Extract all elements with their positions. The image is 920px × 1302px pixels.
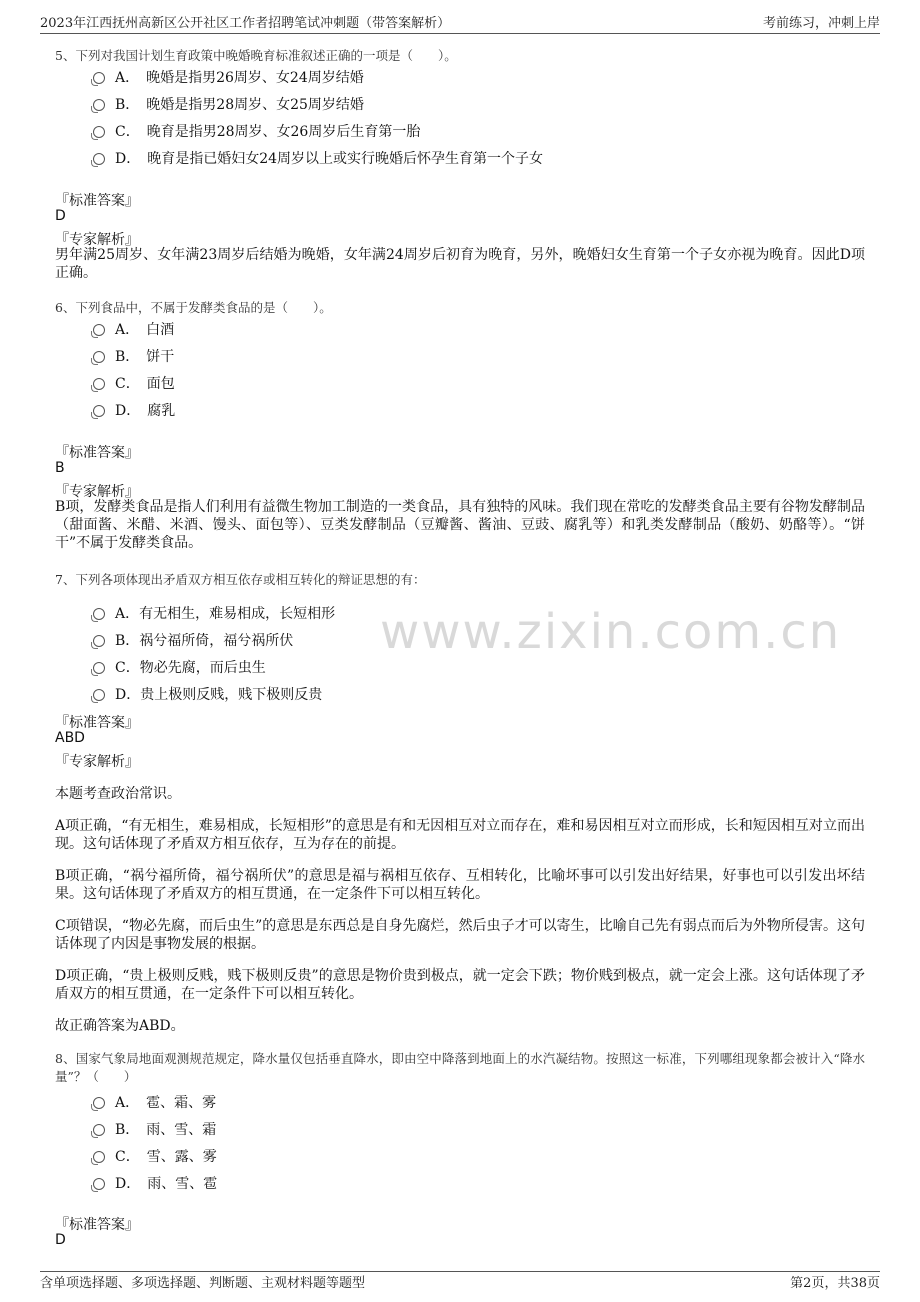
question-5-option-c[interactable]: C． 晚育是指男28周岁、女26周岁后生育第一胎 (93, 121, 420, 141)
question-6-answer-label: 『标准答案』 (55, 445, 139, 461)
question-6-option-d[interactable]: D． 腐乳 (93, 400, 175, 420)
question-7-analysis-a: A项正确，“有无相生，难易相成，长短相形”的意思是有和无因相互对立而存在，难和易因相互对立而形成，长和短因相互对立而出现。这句话体现了矛盾双方相互依存，互为存在的前提。 (55, 818, 865, 852)
question-8-option-d[interactable]: D． 雨、雪、雹 (93, 1173, 217, 1193)
radio-icon (93, 635, 105, 647)
footer-note: 含单项选择题、多项选择题、判断题、主观材料题等题型 (40, 1276, 366, 1291)
radio-icon (93, 378, 105, 390)
radio-icon (93, 126, 105, 138)
question-7-answer: ABD (55, 730, 85, 746)
question-6-option-a[interactable]: A． 白酒 (93, 319, 174, 339)
question-5-answer: D (55, 208, 66, 224)
question-5-analysis: 男年满25周岁、女年满23周岁后结婚为晚婚，女年满24周岁后初育为晚育，另外，晚婚妇女生育第一个子女亦视为晚育。因此D项正确。 (55, 247, 865, 281)
question-8-stem: 8、国家气象局地面观测规范规定，降水量仅包括垂直降水，即由空中降落到地面上的水汽凝结物。按照这一标准，下列哪组现象都会被计入“降水量”？（ ） (55, 1051, 865, 1084)
question-5-option-a[interactable]: A． 晚婚是指男26周岁、女24周岁结婚 (93, 67, 364, 87)
question-8-option-b[interactable]: B． 雨、雪、霜 (93, 1119, 216, 1139)
question-6-option-c[interactable]: C． 面包 (93, 373, 175, 393)
radio-icon (93, 72, 105, 84)
radio-icon (93, 1178, 105, 1190)
header-divider (40, 33, 880, 34)
question-7-answer-label: 『标准答案』 (55, 715, 139, 731)
header-slogan: 考前练习，冲刺上岸 (762, 16, 880, 31)
question-8-option-a[interactable]: A． 雹、霜、雾 (93, 1092, 216, 1112)
radio-icon (93, 324, 105, 336)
question-5-option-d[interactable]: D． 晚育是指已婚妇女24周岁以上或实行晚婚后怀孕生育第一个子女 (93, 148, 543, 168)
radio-icon (93, 1151, 105, 1163)
radio-icon (93, 1124, 105, 1136)
question-5-answer-label: 『标准答案』 (55, 193, 139, 209)
radio-icon (93, 1097, 105, 1109)
question-7-analysis-label: 『专家解析』 (55, 754, 139, 770)
question-6-answer: B (55, 460, 65, 476)
radio-icon (93, 689, 105, 701)
page-number: 第2页，共38页 (790, 1276, 880, 1291)
question-5-option-b[interactable]: B． 晚婚是指男28周岁、女25周岁结婚 (93, 94, 364, 114)
question-7-option-a[interactable]: A．有无相生，难易相成，长短相形 (93, 603, 335, 623)
radio-icon (93, 608, 105, 620)
radio-icon (93, 405, 105, 417)
question-7-analysis-conclusion: 故正确答案为ABD。 (55, 1018, 185, 1034)
question-7-analysis-intro: 本题考查政治常识。 (55, 786, 181, 802)
question-8-option-c[interactable]: C． 雪、露、雾 (93, 1146, 217, 1166)
radio-icon (93, 351, 105, 363)
header-title: 2023年江西抚州高新区公开社区工作者招聘笔试冲刺题（带答案解析） (40, 16, 451, 31)
watermark: www.zixin.com.cn (380, 604, 842, 660)
question-8-answer: D (55, 1232, 66, 1248)
question-7-analysis-d: D项正确，“贵上极则反贱，贱下极则反贵”的意思是物价贵到极点，就一定会下跌；物价贱到极点，就一定会上涨。这句话体现了矛盾双方的相互贯通，在一定条件下可以相互转化。 (55, 968, 865, 1002)
question-7-option-c[interactable]: C．物必先腐，而后虫生 (93, 657, 266, 677)
question-8-answer-label: 『标准答案』 (55, 1217, 139, 1233)
question-6-analysis-label: 『专家解析』 (55, 484, 139, 500)
question-7-stem: 7、下列各项体现出矛盾双方相互依存或相互转化的辩证思想的有： (55, 572, 426, 587)
question-7-analysis-b: B项正确，“祸兮福所倚，福兮祸所伏”的意思是福与祸相互依存、互相转化，比喻坏事可以引发出好结果，好事也可以引发出坏结果。这句话体现了矛盾双方的相互贯通，在一定条件下可以相互转化。 (55, 868, 865, 902)
radio-icon (93, 99, 105, 111)
question-6-option-b[interactable]: B． 饼干 (93, 346, 174, 366)
question-6-stem: 6、下列食品中，不属于发酵类食品的是（ ）。 (55, 300, 332, 315)
question-5-analysis-label: 『专家解析』 (55, 232, 139, 248)
question-7-option-b[interactable]: B．祸兮福所倚，福兮祸所伏 (93, 630, 293, 650)
question-6-analysis: B项，发酵类食品是指人们利用有益微生物加工制造的一类食品，具有独特的风味。我们现在常吃的发酵类食品主要有谷物发酵制品（甜面酱、米醋、米酒、馒头、面包等）、豆类发酵制品（豆瓣酱、酱油、豆豉、腐乳等）和乳类发酵制品（酸奶、奶酪等）。“饼干”不属于发酵类食品。 (55, 499, 865, 551)
question-7-option-d[interactable]: D．贵上极则反贱，贱下极则反贵 (93, 684, 322, 704)
question-7-analysis-c: C项错误，“物必先腐，而后虫生”的意思是东西总是自身先腐烂，然后虫子才可以寄生，比喻自己先有弱点而后为外物所侵害。这句话体现了内因是事物发展的根据。 (55, 918, 865, 952)
radio-icon (93, 662, 105, 674)
radio-icon (93, 153, 105, 165)
question-5-stem: 5、下列对我国计划生育政策中晚婚晚育标准叙述正确的一项是（ ）。 (55, 48, 457, 63)
